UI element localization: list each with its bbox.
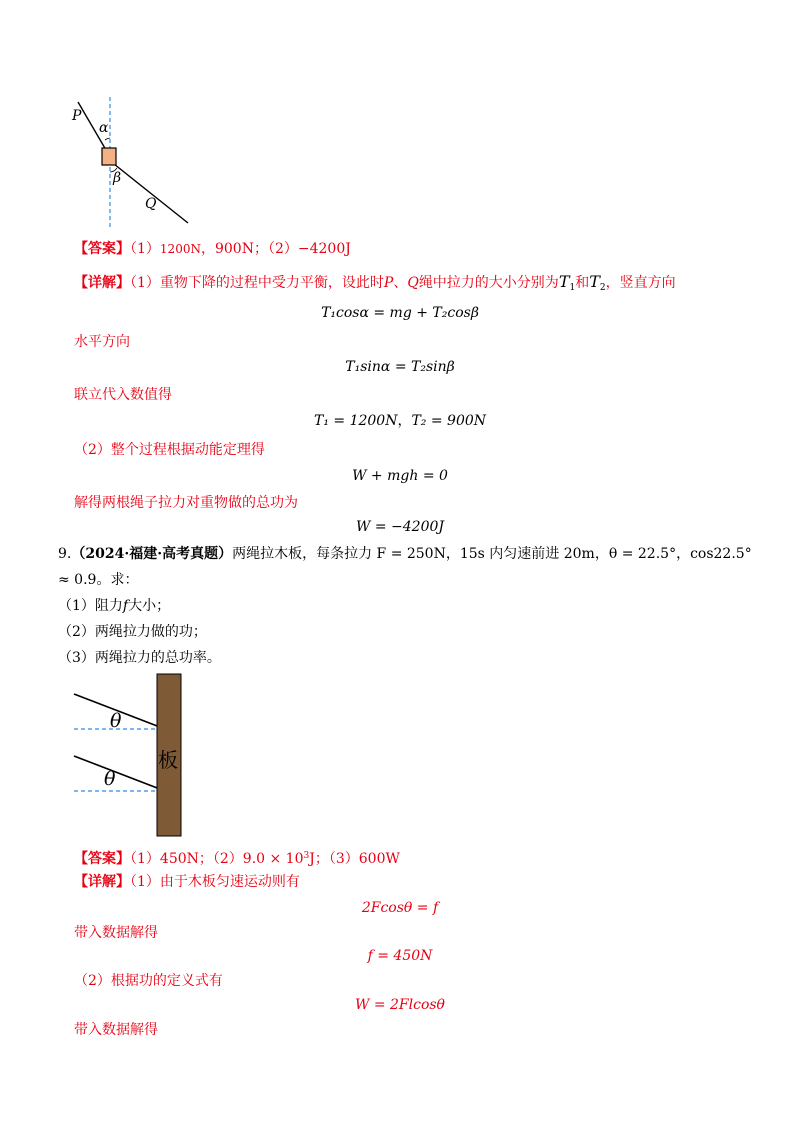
q8-equation-3	[0, 412, 800, 430]
answer-sep: ，	[200, 241, 215, 257]
detail-text: 和	[575, 275, 590, 291]
answer-sep: ；（2）	[253, 241, 298, 257]
q9-subquestion-3: （3）两绳拉力的总功率。	[58, 650, 221, 666]
q9-equation-1: 2Fcosθ = f	[361, 900, 439, 916]
detail-sub: 2	[599, 283, 606, 293]
q9-label-sub2: 带入数据解得	[74, 1022, 158, 1038]
q8-answer-line	[74, 240, 351, 258]
q9-subquestion-2: （2）两绳拉力做的功；	[58, 624, 207, 640]
q8-label-solve: 解得两根绳子拉力对重物做的总功为	[74, 495, 298, 511]
q9-subquestion-1	[58, 597, 170, 615]
q9-label-sub1: 带入数据解得	[74, 925, 158, 941]
angle-alpha-arc	[105, 138, 110, 140]
answer-tag: 【答案】	[74, 241, 130, 257]
detail-var: T	[558, 272, 570, 291]
q9-stem-line-1	[58, 545, 752, 563]
board-label: 板	[158, 748, 178, 772]
q8-label-horizontal: 水平方向	[74, 334, 130, 350]
detail-tag: 【详解】	[74, 275, 130, 291]
detail-text: （1）重物下降的过程中受力平衡，设此时	[130, 275, 384, 291]
detail-text: （1）由于木板匀速运动则有	[130, 874, 300, 890]
subq-text: 大小；	[128, 598, 171, 614]
answer-value: J；（3）600W	[309, 851, 400, 867]
detail-text: 、	[393, 275, 408, 291]
detail-sub: 1	[569, 283, 576, 293]
theta-bottom: θ	[104, 768, 116, 790]
answer-value: −4200J	[297, 241, 351, 257]
detail-var: P	[383, 275, 394, 291]
eq-part: T₁ = 1200N	[313, 413, 398, 429]
q9-answer-line	[74, 847, 400, 868]
question-number: 9.	[58, 546, 72, 562]
label-alpha: α	[99, 120, 109, 136]
label-beta: β	[113, 170, 122, 186]
detail-var: T	[589, 272, 600, 291]
answer-tag: 【答案】	[74, 851, 130, 867]
answer-value: 900N	[214, 241, 254, 257]
q9-label-part2: （2）根据功的定义式有	[74, 973, 223, 989]
q9-stem-line-2: ≈ 0.9。求：	[58, 572, 139, 588]
q8-detail-line	[74, 273, 676, 297]
question-source: （2024·福建·高考真题）	[71, 546, 233, 562]
answer-part: （1）	[130, 241, 160, 257]
eq-sep: ，	[397, 413, 412, 429]
q9-equation-2: f = 450N	[367, 948, 433, 964]
q8-equation-5: W = −4200J	[356, 519, 444, 535]
subq-var: f	[122, 598, 129, 614]
label-p: P	[72, 108, 82, 124]
question-stem: 两绳拉木板，每条拉力 F = 250N，15s 内匀速前进 20m，θ = 22.5°，cos22.5°	[232, 546, 752, 562]
detail-var: Q	[407, 275, 419, 291]
eq-part: T₂ = 900N	[411, 413, 487, 429]
q8-label-combine: 联立代入数值得	[74, 387, 172, 403]
q8-equation-2: T₁sinα = T₂sinβ	[345, 359, 455, 375]
q9-equation-3: W = 2Flcosθ	[354, 997, 445, 1013]
rope-q	[114, 164, 188, 223]
detail-text: 绳中拉力的大小分别为	[418, 275, 559, 291]
hanging-block	[102, 148, 116, 165]
detail-text: ，竖直方向	[605, 275, 676, 291]
answer-value: （1）450N；（2）9.0 × 10	[130, 851, 304, 867]
detail-tag: 【详解】	[74, 874, 130, 890]
answer-value: 1200N	[159, 242, 201, 256]
q9-detail-line	[74, 873, 300, 891]
q8-label-part2: （2）整个过程根据动能定理得	[74, 442, 265, 458]
answer-exponent: 3	[303, 851, 310, 861]
rope-bottom	[74, 756, 165, 791]
subq-text: （1）阻力	[58, 598, 123, 614]
theta-top: θ	[110, 710, 122, 732]
label-q: Q	[145, 196, 157, 212]
q8-equation-4: W + mgh = 0	[352, 468, 448, 484]
q8-equation-1: T₁cosα = mg + T₂cosβ	[321, 305, 479, 321]
